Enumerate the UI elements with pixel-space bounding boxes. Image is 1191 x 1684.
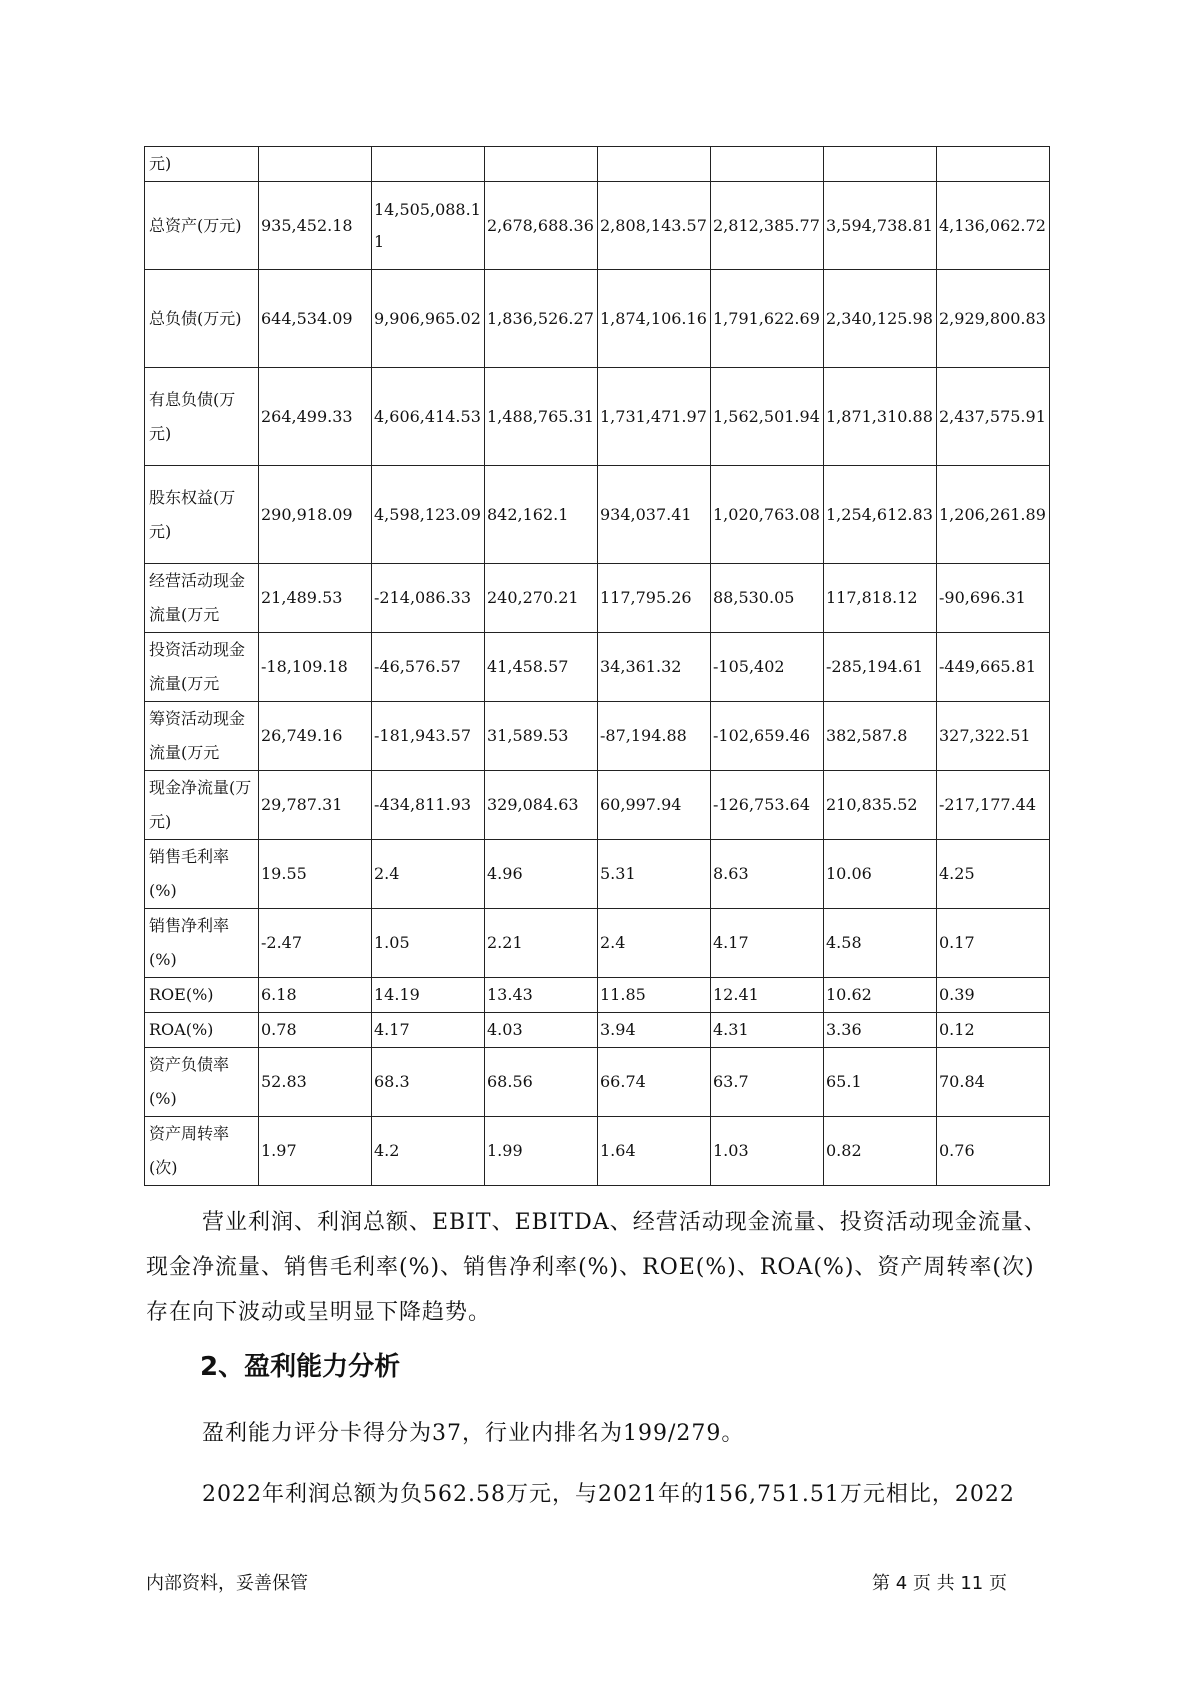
table-cell: 29,787.31: [259, 771, 372, 840]
table-cell: -285,194.61: [824, 633, 937, 702]
row-label: 总资产(万元): [145, 182, 259, 270]
table-cell: -181,943.57: [372, 702, 485, 771]
table-row: [145, 270, 1050, 368]
table-cell: 19.55: [259, 840, 372, 909]
table-cell: [711, 147, 824, 182]
table-row: [145, 1048, 1050, 1117]
trend-summary-paragraph: 营业利润、利润总额、EBIT、EBITDA、经营活动现金流量、投资活动现金流量、现金净流量、销售毛利率(%)、销售净利率(%)、ROE(%)、ROA(%)、资产周转率(次)存在向下波动或呈明显下降趋势。: [146, 1210, 1047, 1325]
table-cell: 2,340,125.98: [824, 270, 937, 368]
row-label: 筹资活动现金流量(万元: [145, 702, 259, 771]
table-cell: 264,499.33: [259, 368, 372, 466]
table-cell: 26,749.16: [259, 702, 372, 771]
financial-indicators-table: [144, 146, 1050, 1186]
table-cell: -87,194.88: [598, 702, 711, 771]
table-cell: 1.99: [485, 1117, 598, 1186]
table-cell: 1.05: [372, 909, 485, 978]
row-label: ROA(%): [145, 1013, 259, 1048]
row-label: 资产负债率(%): [145, 1048, 259, 1117]
row-label: 资产周转率(次): [145, 1117, 259, 1186]
table-cell: 14,505,088.11: [372, 182, 485, 270]
row-label: 股东权益(万元): [145, 466, 259, 564]
table-cell: 68.3: [372, 1048, 485, 1117]
table-cell: 13.43: [485, 978, 598, 1013]
table-row: [145, 466, 1050, 564]
table-cell: -102,659.46: [711, 702, 824, 771]
table-cell: 1.64: [598, 1117, 711, 1186]
table-cell: 935,452.18: [259, 182, 372, 270]
table-cell: 52.83: [259, 1048, 372, 1117]
table-cell: 4.17: [711, 909, 824, 978]
table-cell: 5.31: [598, 840, 711, 909]
row-label: 销售毛利率(%): [145, 840, 259, 909]
table-cell: 0.39: [937, 978, 1050, 1013]
table-cell: 21,489.53: [259, 564, 372, 633]
table-cell: 6.18: [259, 978, 372, 1013]
table-cell: 11.85: [598, 978, 711, 1013]
table-cell: -18,109.18: [259, 633, 372, 702]
table-cell: 1,836,526.27: [485, 270, 598, 368]
table-row: [145, 978, 1050, 1013]
table-cell: 4.2: [372, 1117, 485, 1186]
table-cell: 4.96: [485, 840, 598, 909]
profit-paragraph: 2022年利润总额为负562.58万元，与2021年的156,751.51万元相比，2022: [202, 1482, 1015, 1507]
table-cell: 3.36: [824, 1013, 937, 1048]
table-cell: -105,402: [711, 633, 824, 702]
table-cell: 2,929,800.83: [937, 270, 1050, 368]
table-cell: 41,458.57: [485, 633, 598, 702]
table-row: [145, 633, 1050, 702]
row-label: 元): [145, 147, 259, 182]
score-paragraph: 盈利能力评分卡得分为37，行业内排名为199/279。: [202, 1421, 745, 1446]
table-cell: 934,037.41: [598, 466, 711, 564]
table-cell: 4.03: [485, 1013, 598, 1048]
table-row: [145, 182, 1050, 270]
table-cell: 117,818.12: [824, 564, 937, 633]
table-cell: 88,530.05: [711, 564, 824, 633]
table-cell: -46,576.57: [372, 633, 485, 702]
table-cell: [937, 147, 1050, 182]
table-cell: 1,874,106.16: [598, 270, 711, 368]
table-cell: 2.4: [598, 909, 711, 978]
table-cell: 2,812,385.77: [711, 182, 824, 270]
table-cell: 1.97: [259, 1117, 372, 1186]
table-cell: 3,594,738.81: [824, 182, 937, 270]
table-cell: -214,086.33: [372, 564, 485, 633]
row-label: 总负债(万元): [145, 270, 259, 368]
table-row: [145, 368, 1050, 466]
table-cell: 0.17: [937, 909, 1050, 978]
table-cell: 68.56: [485, 1048, 598, 1117]
row-label: 经营活动现金流量(万元: [145, 564, 259, 633]
table-cell: -2.47: [259, 909, 372, 978]
table-cell: 842,162.1: [485, 466, 598, 564]
table-cell: [824, 147, 937, 182]
table-cell: 0.82: [824, 1117, 937, 1186]
table-cell: -449,665.81: [937, 633, 1050, 702]
table-cell: -90,696.31: [937, 564, 1050, 633]
row-label: 销售净利率(%): [145, 909, 259, 978]
table-cell: 4,606,414.53: [372, 368, 485, 466]
table-cell: 329,084.63: [485, 771, 598, 840]
table-cell: 2.4: [372, 840, 485, 909]
table-cell: 65.1: [824, 1048, 937, 1117]
table-cell: 2,437,575.91: [937, 368, 1050, 466]
table-row: [145, 702, 1050, 771]
row-label: 投资活动现金流量(万元: [145, 633, 259, 702]
table-row: [145, 147, 1050, 182]
table-cell: 382,587.8: [824, 702, 937, 771]
table-cell: 1,020,763.08: [711, 466, 824, 564]
row-label: ROE(%): [145, 978, 259, 1013]
table-cell: 9,906,965.02: [372, 270, 485, 368]
table-cell: 31,589.53: [485, 702, 598, 771]
table-cell: 1.03: [711, 1117, 824, 1186]
table-cell: [485, 147, 598, 182]
table-cell: 70.84: [937, 1048, 1050, 1117]
table-cell: 0.76: [937, 1117, 1050, 1186]
table-row: [145, 771, 1050, 840]
table-cell: 3.94: [598, 1013, 711, 1048]
table-row: [145, 564, 1050, 633]
footer-confidential-note: 内部资料，妥善保管: [146, 1573, 308, 1594]
table-cell: 0.12: [937, 1013, 1050, 1048]
table-cell: 4.58: [824, 909, 937, 978]
table-cell: [259, 147, 372, 182]
table-cell: [372, 147, 485, 182]
table-cell: 2,678,688.36: [485, 182, 598, 270]
table-cell: 1,206,261.89: [937, 466, 1050, 564]
table-cell: 2.21: [485, 909, 598, 978]
table-cell: 644,534.09: [259, 270, 372, 368]
table-row: [145, 1117, 1050, 1186]
table-cell: 2,808,143.57: [598, 182, 711, 270]
table-cell: -434,811.93: [372, 771, 485, 840]
table-cell: 14.19: [372, 978, 485, 1013]
table-cell: 4,598,123.09: [372, 466, 485, 564]
table-cell: 0.78: [259, 1013, 372, 1048]
table-cell: -217,177.44: [937, 771, 1050, 840]
table-cell: 240,270.21: [485, 564, 598, 633]
table-cell: 1,731,471.97: [598, 368, 711, 466]
row-label: 有息负债(万元): [145, 368, 259, 466]
table-cell: 63.7: [711, 1048, 824, 1117]
table-cell: 4.31: [711, 1013, 824, 1048]
footer-page-number: 第 4 页 共 11 页: [872, 1573, 1007, 1594]
table-cell: 4,136,062.72: [937, 182, 1050, 270]
table-cell: 4.25: [937, 840, 1050, 909]
table-cell: 1,871,310.88: [824, 368, 937, 466]
table-row: [145, 1013, 1050, 1048]
table-cell: 10.62: [824, 978, 937, 1013]
table-cell: -126,753.64: [711, 771, 824, 840]
table-cell: 12.41: [711, 978, 824, 1013]
table-row: [145, 909, 1050, 978]
table-cell: 4.17: [372, 1013, 485, 1048]
table-cell: 327,322.51: [937, 702, 1050, 771]
table-cell: 66.74: [598, 1048, 711, 1117]
table-cell: 1,488,765.31: [485, 368, 598, 466]
table-cell: 34,361.32: [598, 633, 711, 702]
table-cell: 60,997.94: [598, 771, 711, 840]
table-cell: 1,254,612.83: [824, 466, 937, 564]
table-cell: 8.63: [711, 840, 824, 909]
table-cell: 1,791,622.69: [711, 270, 824, 368]
section-heading: 2、盈利能力分析: [200, 1352, 401, 1382]
table-cell: 210,835.52: [824, 771, 937, 840]
table-row: [145, 840, 1050, 909]
row-label: 现金净流量(万元): [145, 771, 259, 840]
table-cell: 1,562,501.94: [711, 368, 824, 466]
table-cell: 290,918.09: [259, 466, 372, 564]
table-cell: 10.06: [824, 840, 937, 909]
table-cell: [598, 147, 711, 182]
table-cell: 117,795.26: [598, 564, 711, 633]
